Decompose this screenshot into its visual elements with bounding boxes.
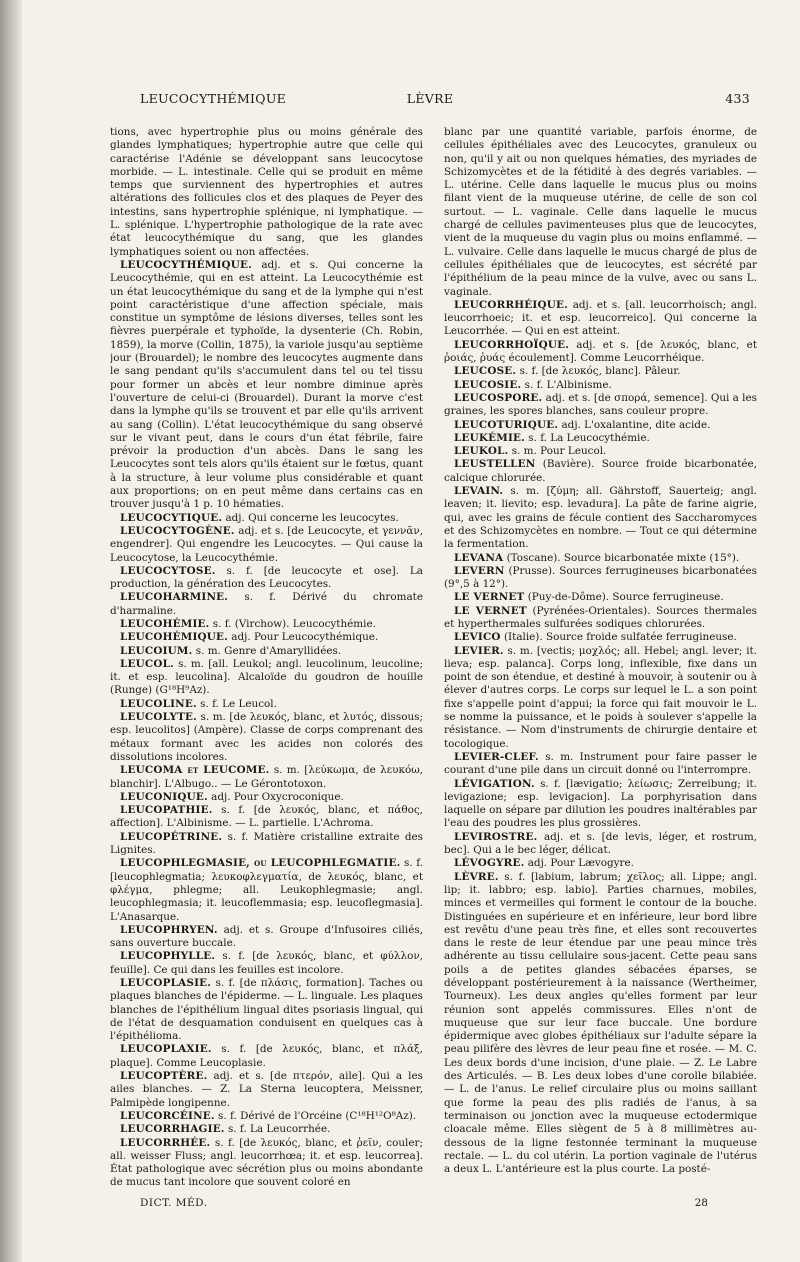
- dictionary-entry: [444, 605, 757, 632]
- dictionary-entry: [444, 379, 757, 392]
- dictionary-entry: [110, 631, 423, 644]
- entry-text: s. f. [de λευκός, blanc, et πάθος, affection]. L'Albinisme. — L. partielle. L'Achroma.: [110, 804, 423, 830]
- entry-headword: LEUKÉMIE.: [454, 431, 525, 444]
- entry-text: s. m. [ζύμη; all. Gährstoff, Sauerteig; angl. leaven; it. lievito; esp. levadura]. La pâte de farine aigrie, qui, avec les grains de fécule contient des Saccharomyces et des Schizomycètes en nombre. — Tout ce qui détermine la fermentation.: [444, 485, 757, 551]
- dictionary-entry: [110, 1110, 423, 1123]
- entry-text: s. m. [de λευκός, blanc, et λυτός, dissous; esp. leucolitos] (Ampère). Classe de corps comprenant des métaux formant avec les acides non colorés des dissolutions incolores.: [110, 711, 423, 763]
- dictionary-entry: [110, 924, 423, 951]
- dictionary-entry: [110, 1123, 423, 1136]
- entry-text: s. f. La Leucorrhée.: [227, 1123, 331, 1136]
- entry-headword: LEUCOSIE.: [454, 378, 522, 391]
- entry-text: adj. et s. [de λευκός, blanc, et ῥοιάς, ῥυάς écoulement]. Comme Leucorrhéique.: [444, 338, 757, 365]
- left-column: [110, 126, 423, 1191]
- dictionary-entry: [110, 804, 423, 831]
- entry-text: s. f. [de λευκός, blanc, et φύλλον, feuille]. Ce qui dans les feuilles est incolore.: [110, 950, 423, 976]
- entry-headword: LEUCOHARMINE.: [120, 591, 229, 604]
- entry-headword: LEUCOLYTE.: [120, 711, 197, 724]
- dictionary-entry: [110, 791, 423, 804]
- entry-text: adj. L'oxalantine, dite acide.: [561, 418, 711, 431]
- dictionary-entry: [110, 259, 423, 512]
- entry-text: adj. et s. [all. leucorrhoisch; angl. leucorrhoeic; it. et esp. leucorreico]. Qui concerne la Leucorrhée. — Qui en est atteint.: [444, 298, 757, 338]
- entry-text: s. f. [de leucocyte et ose]. La production, la génération des Leucocytes.: [110, 564, 423, 591]
- dictionary-entry: [110, 658, 423, 698]
- dictionary-entry: [110, 857, 423, 923]
- entry-text: s. f. Le Leucol.: [200, 697, 277, 710]
- entry-text: s. m. [all. Leukol; angl. leucolinum, leucoline; it. et esp. leucolina]. Alcaloïde du goudron de houille (Runge) (G¹⁸H⁹Az).: [110, 657, 423, 697]
- entry-text: (Bavière). Source froide bicarbonatée, calcique chlorurée.: [444, 458, 757, 484]
- footer-sheet-number: 28: [694, 1197, 708, 1209]
- dictionary-entry: [110, 764, 423, 791]
- entry-headword: LEUCOMA et LEUCOME.: [120, 764, 270, 777]
- entry-continuation: [444, 126, 757, 299]
- dictionary-entry: [444, 645, 757, 751]
- right-column: [444, 126, 757, 1191]
- dictionary-entry: [110, 591, 423, 618]
- entry-headword: LEUCONIQUE.: [120, 790, 208, 803]
- entry-text: tions, avec hypertrophie plus ou moins générale des glandes lymphatiques; hypertrophie autre que celle qui caractérise l'Adénie se développant sans leucocytose morbide. — L. intestinale. Celle qui se produit en même temps que surviennent des hypertrophies et autres altérations des follicules clos et des plaques de Peyer des intestins, sans hypertrophie splénique, ni lymphatique. — L. splénique. L'hypertrophie pathologique de la rate avec état leucocythémique du sang, que les glandes lymphatiques soient ou non affectées.: [110, 126, 423, 258]
- entry-headword: LEUCORRHAGIE.: [120, 1123, 225, 1136]
- dictionary-entry: [110, 1137, 423, 1190]
- entry-headword: LEUCOCYTOSE.: [120, 564, 216, 577]
- entry-text: adj. et s. [de σπορά, semence]. Qui a les graines, les spores blanches, sans couleur propre.: [444, 391, 757, 418]
- entry-text: adj. et s. Groupe d'Infusoires ciliés, sans ouverture buccale.: [110, 923, 423, 950]
- entry-text: adj. Qui concerne les leucocytes.: [225, 511, 399, 524]
- dictionary-entry: [444, 778, 757, 831]
- entry-headword: LEVIROSTRE.: [454, 830, 538, 843]
- dictionary-entry: [444, 565, 757, 592]
- entry-text: (Toscane). Source bicarbonatée mixte (15°).: [506, 551, 740, 564]
- dictionary-entry: [444, 432, 757, 445]
- entry-headword: LEUCOPHYLLE.: [120, 950, 216, 963]
- dictionary-entry: [444, 339, 757, 366]
- dictionary-entry: [444, 631, 757, 644]
- dictionary-entry: [110, 1070, 423, 1110]
- entry-text: adj. et s. Qui concerne la Leucocythémie, qui en est atteint. La Leucocythémie est un état leucocythémique du sang et de la lymphe qui n'est point caractéristique d'une affection spéciale, mais constitue un symptôme de lésions diverses, telles sont les fièvres puerpérale et typhoïde, la dysenterie (Ch. Robin, 1859), la morve (Collin, 1875), la variole jusqu'au septième jour (Brouardel); le nombre des leucocytes augmente dans le sang pendant qu'ils s'accumulent dans tel ou tel tissu pour former un abcès et leur nombre diminue après l'ouverture de celui-ci (Brouardel). Durant la morve c'est dans la lymphe qu'ils se trouvent et par elle qu'ils arrivent au sang (Collin). L'état leucocythémique du sang observé sur le vivant peut, dans le cours d'un état fébrile, faire prévoir la production d'un abcès. Dans le sang les Leucocytes sont tels alors qu'ils étaient sur le fœtus, quant à la structure, à leur volume plus considérable et quant aux proportions; on en peut même dans certains cas en trouver jusqu'à 1 p. 10 hématies.: [110, 258, 423, 511]
- dictionary-entry: [444, 299, 757, 339]
- dictionary-entry: [110, 698, 423, 711]
- entry-headword: LEUCOHÉMIE.: [120, 617, 210, 630]
- dictionary-entry: [110, 525, 423, 565]
- dictionary-entry: [444, 857, 757, 870]
- entry-headword: LEUCORRHÉE.: [120, 1136, 211, 1149]
- entry-headword: LE VERNET: [454, 591, 525, 604]
- entry-text: s. f. Matière cristalline extraite des Lignites.: [110, 830, 423, 857]
- entry-headword: LEUCORRHOÏQUE.: [454, 338, 570, 351]
- entry-headword: LE VERNET: [454, 604, 527, 617]
- entry-headword: LEUCOHÉMIQUE.: [120, 631, 228, 644]
- entry-headword: LEUCOLINE.: [120, 697, 197, 710]
- dictionary-entry: [444, 365, 757, 378]
- dictionary-entry: [444, 552, 757, 565]
- entry-headword: LEUCOPÉTRINE.: [120, 830, 223, 843]
- dictionary-entry: [110, 512, 423, 525]
- header-right-term: LÈVRE: [406, 91, 454, 106]
- entry-headword: LEUCOIUM.: [120, 644, 193, 657]
- entry-text: adj. et s. [de πτερόν, aile]. Qui a les ailes blanches. — Z. La Sterna leucoptera, Meissner, Palmipède longipenne.: [110, 1070, 423, 1109]
- footer-signature: DICT. MÉD.: [140, 1197, 208, 1209]
- entry-headword: LEVICO: [454, 631, 501, 644]
- entry-headword: LEUCOSPORE.: [454, 391, 543, 404]
- entry-text: (Italie). Source froide sulfatée ferrugineuse.: [503, 631, 737, 644]
- entry-text: s. f. [leucophlegmatia; λευκοφλεγματία, de λευκός, blanc, et φλέγμα, phlegme; all. Leukophlegmasie; angl. leucophlegmasia; it. leucoflemmasia; esp. leucoflegmasia]. L'Anasarque.: [110, 857, 423, 923]
- entry-headword: LEVIER.: [454, 644, 504, 657]
- entry-headword: LEUCORRHÉIQUE.: [454, 298, 568, 311]
- dictionary-entry: [110, 977, 423, 1043]
- dictionary-entry: [110, 1043, 423, 1070]
- page-footer: [110, 1197, 750, 1213]
- dictionary-entry: [444, 445, 757, 458]
- entry-text: s. f. (Virchow). Leucocythémie.: [212, 617, 376, 630]
- dictionary-entry: [444, 871, 757, 1177]
- entry-text: s. m. [λεύκωμα, de λευκόω, blanchir]. L'Albugo.. — Le Gérontotoxon.: [110, 764, 423, 790]
- entry-headword: LEUCOCYTIQUE.: [120, 511, 223, 524]
- entry-headword: LEUCOCYTOGÈNE.: [120, 524, 235, 537]
- entry-text: s. f. [de λευκός, blanc, et ῥεῖν, couler; all. weisser Fluss; angl. leucorrhœa; it. et esp. leucorrea]. État pathologique avec sécrétion plus ou moins abondante de mucus tant incolore que souvent coloré en: [110, 1136, 423, 1189]
- entry-headword: LÉVIGATION.: [454, 777, 535, 790]
- running-header: [110, 91, 750, 109]
- entry-text: s. f. [labium, labrum; χεῖλος; all. Lippe; angl. lip; it. labbro; esp. labio]. Parties charnues, mobiles, minces et vermeilles qui forment le contour de la bouche. Distinguées en supérieure et en inférieure, leur bord libre est revêtu d'une peau très fine, et elles sont recouvertes dans le reste de leur étendue par une peau mince très adhérente au tissu cellulaire sous-jacent. Cette peau sans poils a de petites glandes sébacées éparses, se développant postérieurement à la naissance (Wertheimer, Tourneux). Les deux angles qu'elles forment par leur réunion sont appelés commissures. Elles n'ont de muqueuse que sur leur face buccale. Une bordure épidermique avec globes épithéliaux sur l'adulte sépare la peau pilifère des lèvres de leur peau fine et rosée. — M. C. Les deux bords d'une incision, d'une plaie. — Z. Le Labre des Articulés. — B. Les deux lobes d'une corolle bilabiée. — L. de l'anus. Le relief circulaire plus ou moins saillant que forme la peau des plis radiés de l'anus, à sa terminaison ou jonction avec la muqueuse ectodermique cloacale même. Elles siègent de 5 à 8 millimètres au-dessous de la ligne festonnée terminant la muqueuse rectale. — L. du col utérin. La portion vaginale de l'utérus a deux L. L'antérieure est la plus courte. La posté-: [444, 870, 757, 1176]
- entry-headword: LEUCOSE.: [454, 365, 517, 378]
- entry-text: s. m. Instrument pour faire passer le courant d'une pile dans un circuit donné ou l'interrompre.: [444, 750, 757, 777]
- entry-text: (Pyrénées-Orientales). Sources thermales et hyperthermales sulfurées sodiques chlorurées.: [444, 604, 757, 630]
- entry-text: blanc par une quantité variable, parfois énorme, de cellules épithéliales avec des Leucocytes, granuleux ou non, qu'il y ait ou non quelques hématies, des myriades de Schizomycètes et de la fétidité à des degrés variables. — L. utérine. Celle dans laquelle le mucus plus ou moins filant vient de la muqueuse utérine, de celle de son col surtout. — L. vaginale. Celle dans laquelle le mucus chargé de cellules pavimenteuses plus que de leucocytes, vient de la muqueuse du vagin plus ou moins enflammé. — L. vulvaire. Celle dans laquelle le mucus chargé de plus de cellules épithéliales que de leucocytes, est sécrété par l'épithélium de la peau mince de la vulve, avec ou sans L. vaginale.: [444, 126, 757, 298]
- entry-headword: LEVERN: [454, 564, 505, 577]
- dictionary-entry: [444, 591, 757, 604]
- dictionary-entry: [110, 711, 423, 764]
- dictionary-entry: [110, 645, 423, 658]
- entry-headword: LEUSTELLEN: [454, 458, 536, 471]
- header-left-term: LEUCOCYTHÉMIQUE: [140, 91, 287, 106]
- entry-text: s. m. [vectis; μοχλός; all. Hebel; angl. lever; it. lieva; esp. palanca]. Corps long, inflexible, fixe dans un point de son étendue, et destiné à mouvoir, à soutenir ou à élever d'autres corps. Le corps sur lequel le L. a son point fixe s'appelle point d'appui; la force qui fait mouvoir le L. se nomme la puissance, et le poids à soulever s'appelle la résistance. — Nom d'instruments de chirurgie dentaire et tocologique.: [444, 644, 757, 750]
- entry-headword: LEUKOL.: [454, 445, 509, 458]
- entry-text: s. f. La Leucocythémie.: [528, 431, 650, 444]
- dictionary-entry: [110, 565, 423, 592]
- entry-headword: LEUCORCÉINE.: [120, 1109, 215, 1122]
- entry-headword: LÈVRE.: [454, 870, 499, 883]
- entry-text: s. f. L'Albinisme.: [524, 378, 612, 391]
- entry-text: adj. Pour Lævogyre.: [527, 857, 634, 870]
- entry-headword: LÉVOGYRE.: [454, 857, 525, 870]
- entry-text: s. f. Dérivé du chromate d'harmaline.: [110, 591, 423, 617]
- entry-headword: LEUCOPTÈRE.: [120, 1070, 208, 1083]
- entry-text: s. f. [de λευκός, blanc, et πλάξ, plaque]. Comme Leucoplasie.: [110, 1043, 423, 1069]
- entry-continuation: [110, 126, 423, 259]
- dictionary-entry: [444, 419, 757, 432]
- entry-text: s. f. [de λευκός, blanc]. Pâleur.: [519, 365, 681, 378]
- dictionary-entry: [444, 392, 757, 419]
- entry-text: s. f. [lævigatio; λείωσις; Zerreibung; it. levigazione; esp. levigacion]. La porphyrisation dans laquelle on sépare par dilution les poudres inaltérables par l'eau des poudres les plus grossières.: [444, 777, 757, 830]
- entry-text: s. m. Genre d'Amaryllidées.: [195, 644, 342, 657]
- entry-text: (Prusse). Sources ferrugineuses bicarbonatées (9°,5 à 12°).: [444, 564, 757, 591]
- dictionary-entry: [444, 485, 757, 551]
- dictionary-entry: [444, 831, 757, 858]
- entry-headword: LEVAIN.: [454, 485, 504, 498]
- entry-headword: LEUCOL.: [120, 657, 174, 670]
- entry-text: (Puy-de-Dôme). Source ferrugineuse.: [527, 591, 724, 604]
- page-binding-edge: [0, 0, 22, 1262]
- entry-headword: LEUCOPHLEGMASIE, ou LEUCOPHLEGMATIE.: [120, 857, 401, 870]
- entry-text: adj. Pour Leucocythémique.: [231, 631, 379, 644]
- dictionary-entry: [110, 831, 423, 858]
- entry-headword: LEVANA: [454, 551, 504, 564]
- entry-headword: LEUCOPLAXIE.: [120, 1043, 212, 1056]
- entry-text: s. f. [de πλάσις, formation]. Taches ou plaques blanches de l'épiderme. — L. linguale. Les plaques blanches de l'épithélium lingual dites psoriasis lingual, qui de l'état de desquamation conduisent en quelques cas à l'épithélioma.: [110, 977, 423, 1043]
- entry-text: adj. Pour Oxycroconique.: [211, 790, 344, 803]
- entry-headword: LEVIER-CLEF.: [454, 750, 539, 763]
- dictionary-entry: [110, 618, 423, 631]
- dictionary-entry: [110, 950, 423, 977]
- entry-headword: LEUCOCYTHÉMIQUE.: [120, 258, 252, 271]
- dictionary-entry: [444, 458, 757, 485]
- dictionary-entry: [444, 751, 757, 778]
- page-number: 433: [725, 91, 750, 106]
- entry-text: s. m. Pour Leucol.: [511, 445, 607, 458]
- entry-text: adj. et s. [de Leucocyte, et γεννᾶν, engendrer]. Qui engendre les Leucocytes. — Qui cause la Leucocytose, la Leucocythémie.: [110, 524, 423, 564]
- entry-text: adj. et s. [de levis, léger, et rostrum, bec]. Qui a le bec léger, délicat.: [444, 830, 757, 857]
- entry-headword: LEUCOPHRYEN.: [120, 923, 218, 936]
- entry-headword: LEUCOPATHIE.: [120, 804, 213, 817]
- entry-text: s. f. Dérivé de l'Orcéine (C¹⁸H¹²O⁸Az).: [218, 1109, 417, 1122]
- entry-headword: LEUCOPLASIE.: [120, 977, 212, 989]
- entry-headword: LEUCOTURIQUE.: [454, 418, 559, 431]
